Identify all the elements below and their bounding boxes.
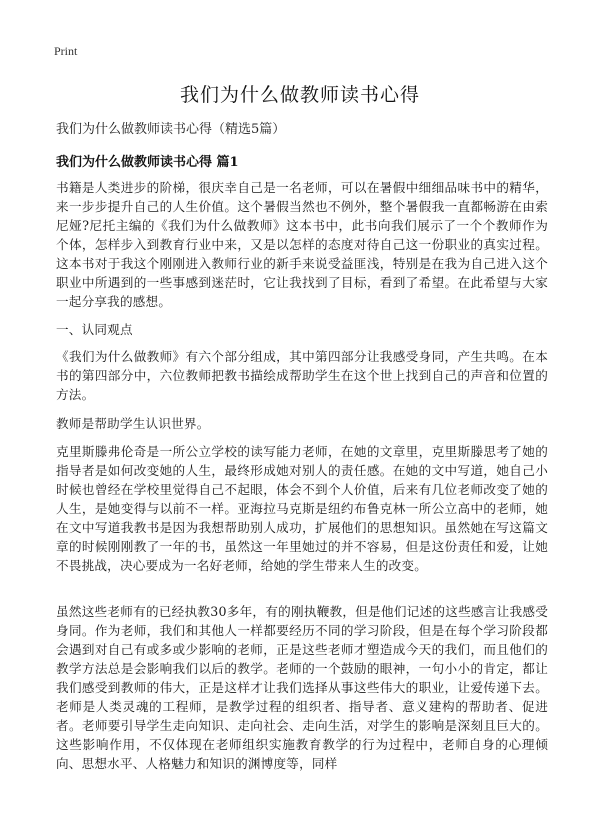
paragraph: 《我们为什么做教师》有六个部分组成，其中第四部分让我感受身同，产生共鸣。在本书的第四部分中，六位教师把教书描绘成帮助学生在这个世上找到自己的声音和位置的方法。 [56,349,548,402]
page-title: 我们为什么做教师读书心得 [179,84,420,106]
section-heading: 我们为什么做教师读书心得 篇1 [56,155,239,170]
subsection-heading: 一、认同观点 [56,322,133,337]
paragraph: 虽然这些老师有的已经执教30多年，有的刚执鞭教，但是他们记述的这些感言让我感受身同。作为老师，我们和其他人一样都要经历不同的学习阶段，但是在每个学习阶段都会遇到对自己有或多或少影响的老师，正是这些老师才塑造成今天的我们，而且他们的教学方法总是会影响我们以后的教学。老师的一个鼓励的眼神，一句小小的肯定，都让我们感受到教师的伟大，正是这样才让我们选择从事这些伟大的职业，让爱传递下去。老师是人类灵魂的工程师，是教学过程的组织者、指导者、意义建构的帮助者、促进者。老师要引导学生走向知识、走向社会、走向生活，对学生的影响是深刻且巨大的。这些影响作用，不仅体现在老师组织实施教育教学的行为过程中，老师自身的心理倾向、思想水平、人格魅力和知识的渊博度等，同样 [56,604,548,771]
paragraph: 教师是帮助学生认识世界。 [56,416,210,431]
paragraph: 克里斯滕弗伦奇是一所公立学校的读写能力老师，在她的文章里，克里斯滕思考了她的指导者是如何改变她的人生，最终形成她对别人的责任感。在她的文中写道，她自己小时候也曾经在学校里觉得自己不起眼，体会不到个人价值，后来有几位老师改变了她的人生，是她变得与以前不一样。亚海拉马克斯是纽约布鲁克林一所公立高中的老师，她在文中写道我教书是因为我想帮助别人成功，扩展他们的思想知识。虽然她在写这篇文章的时候刚刚教了一年的书，虽然这一年里她过的并不容易，但是这份责任和爱，让她不畏挑战，决心要成为一名好老师，给她的学生带来人生的改变。 [56,444,548,573]
paragraph: 书籍是人类进步的阶梯，很庆幸自己是一名老师，可以在暑假中细细品味书中的精华，来一步步提升自己的人生价值。这个暑假当然也不例外，整个暑假我一直都畅游在由索尼娅?尼托主编的《我们为什么做教师》这本书中，此书向我们展示了一个个教师作为个体，怎样步入到教育行业中来，又是以怎样的态度对待自己这一份职业的真实过程。这本书对于我这个刚刚进入教师行业的新手来说受益匪浅，特别是在我为自己进入这个职业中所遇到的一些事感到迷茫时，它让我找到了目标，看到了希望。在此希望与大家一起分享我的感想。 [56,180,548,309]
document-subtitle: 我们为什么做教师读书心得（精选5篇） [56,122,286,137]
print-link[interactable]: Print [54,44,78,58]
